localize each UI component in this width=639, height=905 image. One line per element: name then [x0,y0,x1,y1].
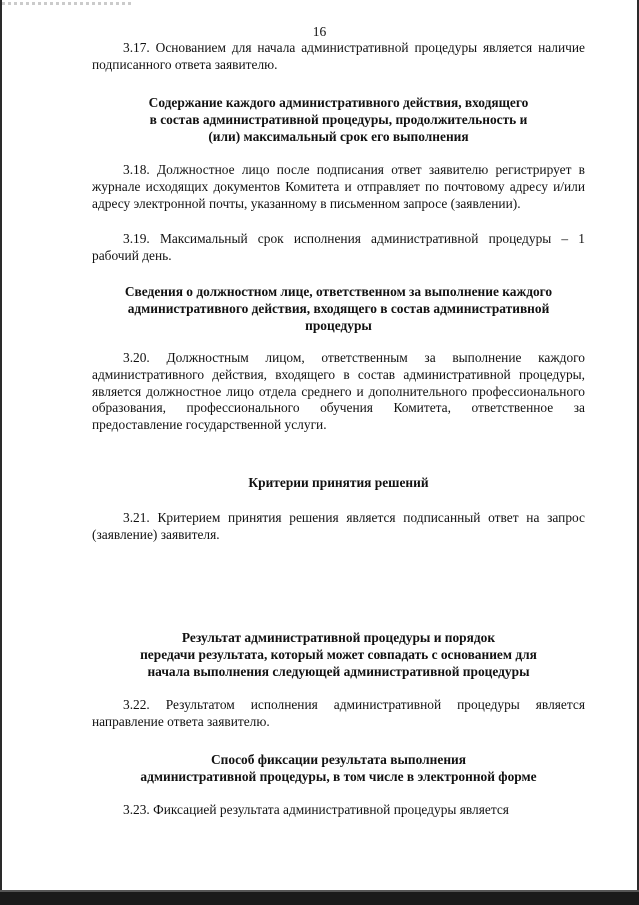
page-number: 16 [312,24,327,39]
heading-responsible-official [92,283,585,334]
heading-line: Критерии принятия решений [248,475,429,490]
paragraph-3-21: 3.21. Критерием принятия решения является подписанный ответ на запрос (заявление) заявителя. [92,510,585,542]
page-left-edge [0,0,2,892]
heading-line: передачи результата, который может совпадать с основанием для [140,647,537,662]
heading-line: (или) максимальный срок его выполнения [208,129,469,144]
heading-line: Содержание каждого административного действия, входящего [148,95,529,110]
paragraph-3-18: 3.18. Должностное лицо после подписания ответ заявителю регистрирует в журнале исходящих документов Комитета и отправляет по почтовому адресу и/или адресу электронной почты, указанному в письменном запросе (заявлении). [92,162,585,211]
heading-line: Сведения о должностном лице, ответственном за выполнение каждого [124,284,553,299]
scan-artifact [2,2,132,5]
heading-line: начала выполнения следующей административной процедуры [147,664,530,679]
heading-line: административной процедуры, в том числе в электронной форме [140,769,537,784]
paragraph-3-20: 3.20. Должностным лицом, ответственным за выполнение каждого административного действия, входящего в состав административной процедуры, является должностное лицо отдела среднего и дополнительного профессионального образования, профессионального обучения Комитета, ответственное за предоставление государственной услуги. [92,350,585,433]
heading-line: в состав административной процедуры, продолжительность и [149,112,528,127]
heading-line: административного действия, входящего в состав административной [127,301,550,316]
heading-line: процедуры [305,318,372,333]
heading-line: Способ фиксации результата выполнения [211,752,466,767]
heading-result-fixation [92,751,585,785]
paragraph-3-19: 3.19. Максимальный срок исполнения административной процедуры – 1 рабочий день. [92,231,585,263]
heading-decision-criteria [92,474,585,491]
heading-action-content [92,94,585,145]
paragraph-3-23: 3.23. Фиксацией результата административной процедуры является [123,802,509,817]
paragraph-3-17: 3.17. Основанием для начала административной процедуры является наличие подписанного ответа заявителю. [92,40,585,72]
page-bottom-edge [0,892,639,905]
heading-line: Результат административной процедуры и порядок [181,630,496,645]
paragraph-3-22: 3.22. Результатом исполнения административной процедуры является направление ответа заявителю. [92,697,585,729]
heading-procedure-result [92,629,585,680]
